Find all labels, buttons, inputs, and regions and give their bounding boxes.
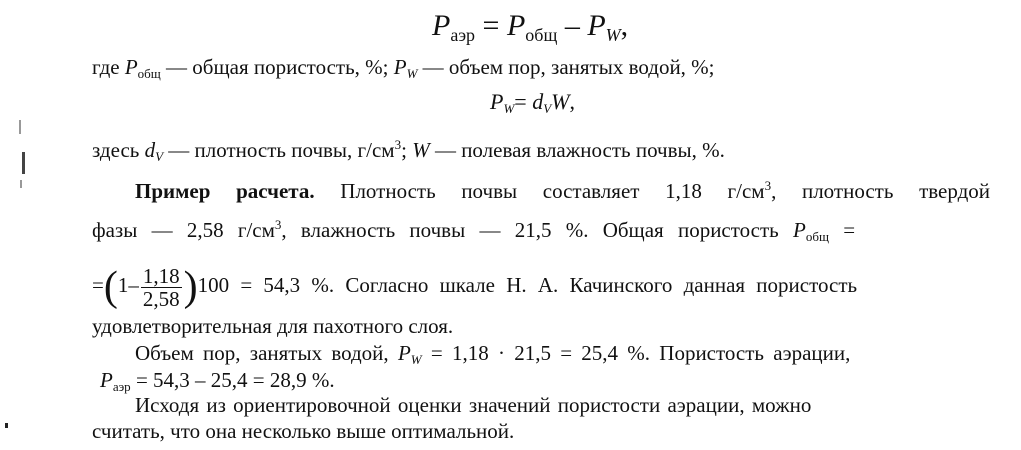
margin-mark <box>20 180 22 188</box>
volume-line-1: Объем пор, занятых водой, $P_W = 1,18 \cdot 21,5 = 25,4$ %. Пористость аэрации, <box>135 341 851 367</box>
volume-line-2: $P_{аэр} = 54,3 - 25,4 = 28,9$ %. <box>100 368 335 394</box>
conclusion-line-1: Исходя из ориентировочной оценки значений пористости аэрации, можно <box>135 393 812 417</box>
definition-line: где $P_{общ}$ — общая пористость, %; $P_W$ — объем пор, занятых водой, %; <box>92 55 715 81</box>
conclusion-line-2: считать, что она несколько выше оптимальной. <box>92 419 515 443</box>
example-line-3: =(1– $\frac{1,18}{2,58}$ )100 = 54,3 %. Согласно шкале Н. А. Качинского данная пористость <box>92 263 858 311</box>
example-line-4: удовлетворительная для пахотного слоя. <box>92 314 454 338</box>
fraction: $\frac{1,18}{2,58}$ <box>142 263 180 311</box>
formula-aeration-porosity: $P_{аэр} = P_{общ} - P_W$, <box>432 9 629 45</box>
example-line-1: Пример расчета. Плотность почвы составляет 1,18 $г/см^3$, плотность твердой <box>135 178 991 203</box>
margin-mark <box>22 152 25 174</box>
example-line-2: фазы — 2,58 $г/см^3$, влажность почвы — 21,5 %. Общая пористость $P_{общ}$ = <box>92 217 856 244</box>
formula-water-pores: $P_W= d_VW$, <box>490 89 575 116</box>
margin-mark <box>5 423 8 428</box>
margin-mark <box>19 120 21 134</box>
definition-line: здесь $d_V$ — плотность почвы, $г/см^3$; W — полевая влажность почвы, %. <box>92 137 725 164</box>
